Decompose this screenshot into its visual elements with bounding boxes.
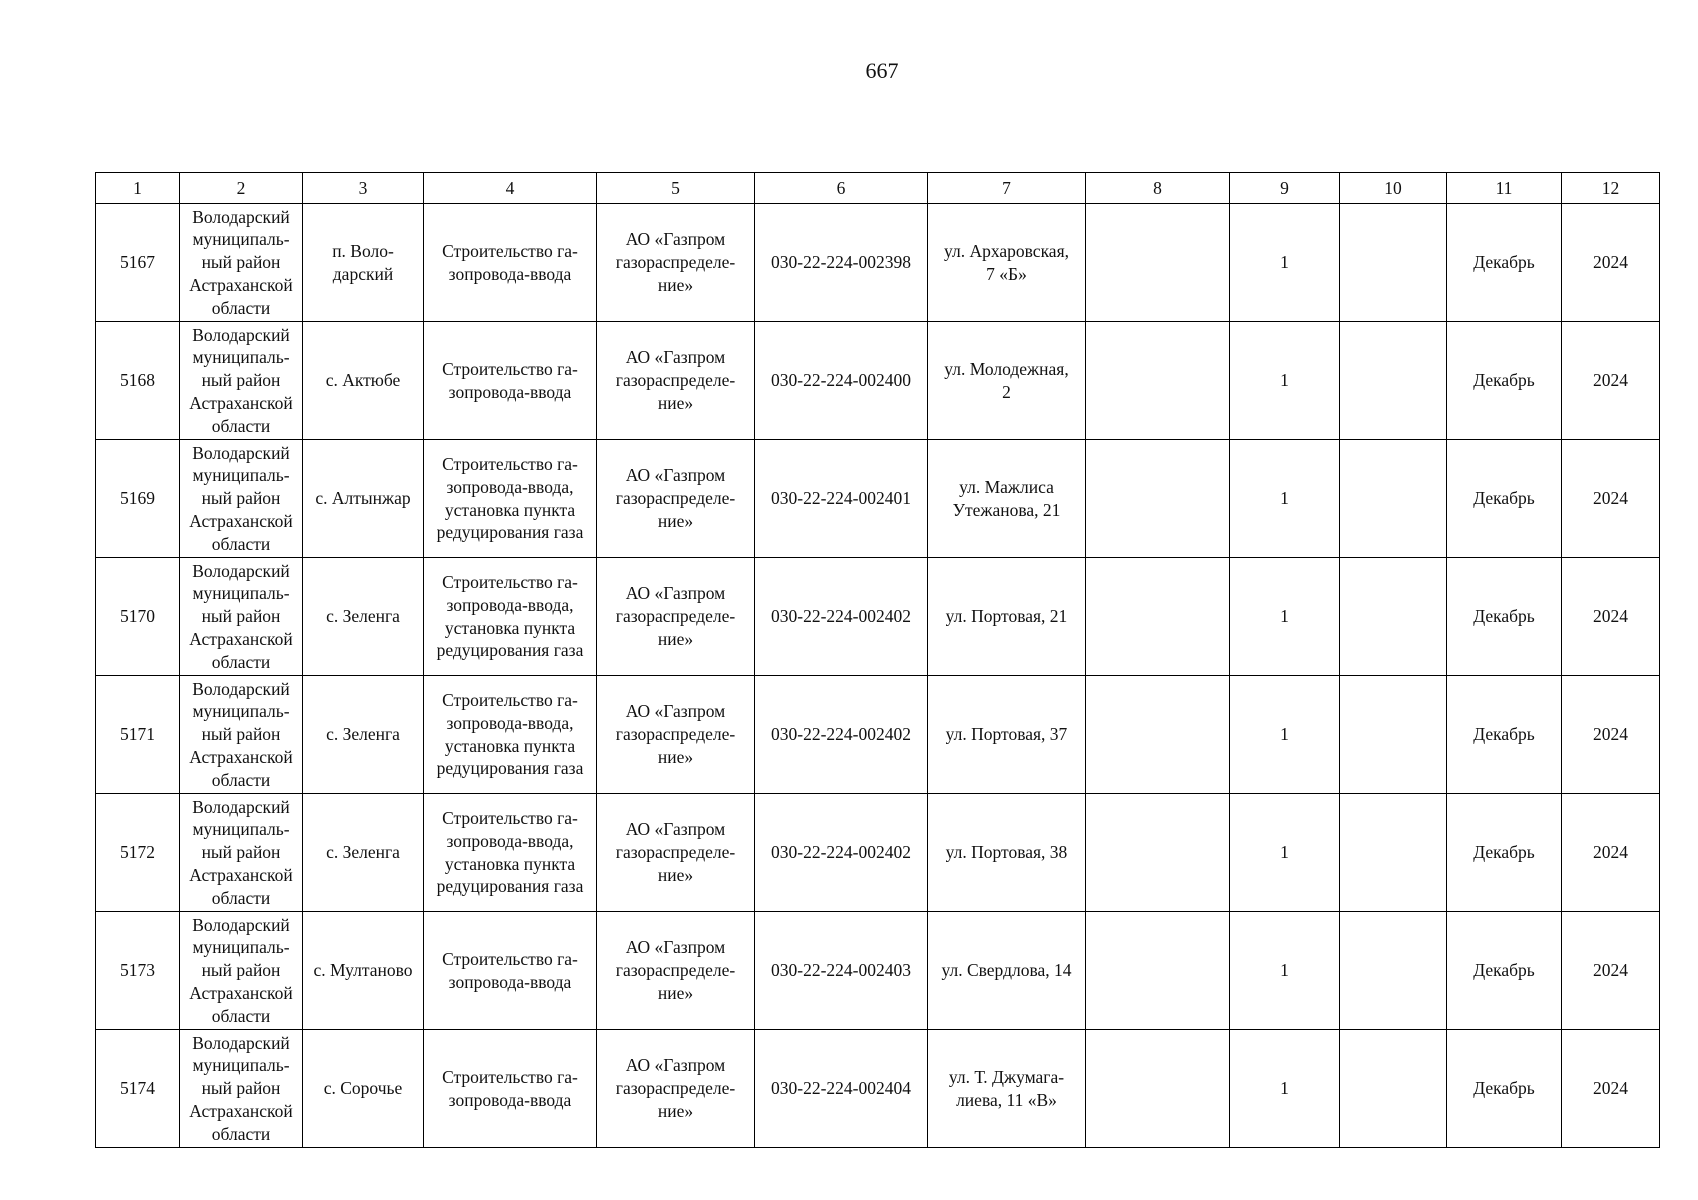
organization-cell	[597, 1030, 755, 1148]
settlement-cell	[303, 558, 424, 676]
column-8-cell	[1086, 1030, 1230, 1148]
quantity-cell	[1230, 912, 1340, 1030]
month-text: Декабрь	[1473, 488, 1535, 509]
table-row	[96, 204, 1660, 322]
district-text: Володарский муниципаль- ный район Астраханской области	[189, 324, 293, 436]
year-cell	[1562, 794, 1660, 912]
column-number-cell: 11	[1447, 173, 1562, 204]
row-number-text: 5169	[120, 488, 155, 509]
column-number-cell: 8	[1086, 173, 1230, 204]
column-8-cell	[1086, 912, 1230, 1030]
work-type-text: Строительство га- зопровода-ввода	[442, 948, 578, 992]
row-number-text: 5174	[120, 1078, 155, 1099]
address-text: ул. Т. Джумага- лиева, 11 «В»	[948, 1066, 1065, 1110]
settlement-text: с. Зеленга	[326, 842, 400, 863]
column-10-cell	[1340, 204, 1447, 322]
month-cell	[1447, 322, 1562, 440]
address-cell	[928, 676, 1086, 794]
work-type-text: Строительство га- зопровода-ввода	[442, 240, 578, 284]
address-cell	[928, 204, 1086, 322]
table-row	[96, 558, 1660, 676]
quantity-text: 1	[1280, 606, 1289, 627]
address-text: ул. Свердлова, 14	[941, 960, 1072, 981]
address-text: ул. Портовая, 37	[945, 724, 1068, 745]
column-10-cell	[1340, 440, 1447, 558]
address-cell	[928, 1030, 1086, 1148]
column-8-cell	[1086, 676, 1230, 794]
settlement-cell	[303, 912, 424, 1030]
row-number-text: 5172	[120, 842, 155, 863]
year-text: 2024	[1593, 606, 1628, 627]
month-cell	[1447, 558, 1562, 676]
organization-cell	[597, 558, 755, 676]
district-text: Володарский муниципаль- ный район Астраханской области	[189, 442, 293, 554]
month-text: Декабрь	[1473, 842, 1535, 863]
quantity-cell	[1230, 676, 1340, 794]
address-text: ул. Мажлиса Утежанова, 21	[952, 476, 1061, 520]
column-8-cell	[1086, 558, 1230, 676]
registry-number-cell	[755, 558, 928, 676]
registry-number-text: 030-22-224-002403	[771, 960, 911, 981]
quantity-cell	[1230, 794, 1340, 912]
quantity-cell	[1230, 440, 1340, 558]
district-text: Володарский муниципаль- ный район Астраханской области	[189, 206, 293, 318]
address-text: ул. Архаровская, 7 «Б»	[944, 240, 1069, 284]
row-number-text: 5171	[120, 724, 155, 745]
row-number-cell	[96, 676, 180, 794]
work-type-text: Строительство га- зопровода-ввода	[442, 1066, 578, 1110]
month-cell	[1447, 440, 1562, 558]
column-number-cell: 12	[1562, 173, 1660, 204]
organization-text: АО «Газпром газораспределе- ние»	[615, 1055, 736, 1121]
settlement-cell	[303, 1030, 424, 1148]
month-cell	[1447, 1030, 1562, 1148]
district-cell	[180, 676, 303, 794]
table-row	[96, 322, 1660, 440]
registry-number-cell	[755, 912, 928, 1030]
year-cell	[1562, 1030, 1660, 1148]
row-number-cell	[96, 794, 180, 912]
year-cell	[1562, 204, 1660, 322]
settlement-text: с. Мултаново	[313, 960, 413, 981]
month-text: Декабрь	[1473, 960, 1535, 981]
settlement-cell	[303, 322, 424, 440]
quantity-cell	[1230, 322, 1340, 440]
address-text: ул. Молодежная, 2	[944, 358, 1069, 402]
column-number-cell: 1	[96, 173, 180, 204]
table-row	[96, 676, 1660, 794]
settlement-text: п. Воло- дарский	[332, 240, 394, 284]
district-text: Володарский муниципаль- ный район Астраханской области	[189, 796, 293, 908]
organization-cell	[597, 912, 755, 1030]
column-number-cell: 7	[928, 173, 1086, 204]
settlement-text: с. Сорочье	[323, 1078, 403, 1099]
organization-text: АО «Газпром газораспределе- ние»	[615, 465, 736, 531]
address-text: ул. Портовая, 38	[945, 842, 1068, 863]
row-number-cell	[96, 1030, 180, 1148]
work-type-cell	[424, 440, 597, 558]
column-number-cell: 2	[180, 173, 303, 204]
row-number-cell	[96, 440, 180, 558]
work-type-text: Строительство га- зопровода-ввода, установка пункта редуцирования газа	[436, 808, 584, 897]
registry-number-text: 030-22-224-002402	[771, 724, 911, 745]
organization-text: АО «Газпром газораспределе- ние»	[615, 701, 736, 767]
month-cell	[1447, 204, 1562, 322]
registry-number-text: 030-22-224-002401	[771, 488, 911, 509]
quantity-text: 1	[1280, 960, 1289, 981]
row-number-text: 5170	[120, 606, 155, 627]
work-type-cell	[424, 676, 597, 794]
registry-number-text: 030-22-224-002404	[771, 1078, 911, 1099]
organization-text: АО «Газпром газораспределе- ние»	[615, 347, 736, 413]
column-10-cell	[1340, 1030, 1447, 1148]
column-number-cell: 9	[1230, 173, 1340, 204]
registry-number-cell	[755, 794, 928, 912]
district-text: Володарский муниципаль- ный район Астраханской области	[189, 914, 293, 1026]
settlement-text: с. Зеленга	[326, 724, 400, 745]
organization-cell	[597, 676, 755, 794]
registry-number-text: 030-22-224-002402	[771, 606, 911, 627]
quantity-text: 1	[1280, 1078, 1289, 1099]
district-text: Володарский муниципаль- ный район Астраханской области	[189, 560, 293, 672]
work-type-text: Строительство га- зопровода-ввода, установка пункта редуцирования газа	[436, 572, 584, 661]
data-table	[95, 172, 1660, 1148]
quantity-text: 1	[1280, 488, 1289, 509]
district-cell	[180, 558, 303, 676]
district-text: Володарский муниципаль- ный район Астраханской области	[189, 1032, 293, 1144]
quantity-text: 1	[1280, 724, 1289, 745]
registry-number-text: 030-22-224-002400	[771, 370, 911, 391]
month-text: Декабрь	[1473, 1078, 1535, 1099]
work-type-cell	[424, 558, 597, 676]
table-row	[96, 912, 1660, 1030]
district-cell	[180, 440, 303, 558]
column-8-cell	[1086, 322, 1230, 440]
column-number-row	[96, 173, 1660, 204]
row-number-cell	[96, 204, 180, 322]
work-type-cell	[424, 322, 597, 440]
organization-cell	[597, 322, 755, 440]
settlement-cell	[303, 440, 424, 558]
settlement-text: с. Зеленга	[326, 606, 400, 627]
column-number-cell: 3	[303, 173, 424, 204]
district-cell	[180, 322, 303, 440]
column-8-cell	[1086, 440, 1230, 558]
year-text: 2024	[1593, 488, 1628, 509]
column-8-cell	[1086, 794, 1230, 912]
organization-cell	[597, 794, 755, 912]
district-cell	[180, 204, 303, 322]
district-text: Володарский муниципаль- ный район Астраханской области	[189, 678, 293, 790]
row-number-text: 5168	[120, 370, 155, 391]
quantity-cell	[1230, 558, 1340, 676]
year-cell	[1562, 558, 1660, 676]
work-type-text: Строительство га- зопровода-ввода	[442, 358, 578, 402]
district-cell	[180, 912, 303, 1030]
column-10-cell	[1340, 322, 1447, 440]
month-text: Декабрь	[1473, 606, 1535, 627]
registry-number-cell	[755, 440, 928, 558]
month-cell	[1447, 912, 1562, 1030]
year-text: 2024	[1593, 1078, 1628, 1099]
column-number-cell: 4	[424, 173, 597, 204]
district-cell	[180, 1030, 303, 1148]
month-text: Декабрь	[1473, 252, 1535, 273]
address-text: ул. Портовая, 21	[945, 606, 1068, 627]
column-number-cell: 10	[1340, 173, 1447, 204]
settlement-text: с. Актюбе	[325, 370, 401, 391]
work-type-cell	[424, 794, 597, 912]
registry-number-text: 030-22-224-002402	[771, 842, 911, 863]
settlement-cell	[303, 676, 424, 794]
table-row	[96, 794, 1660, 912]
month-cell	[1447, 676, 1562, 794]
registry-number-cell	[755, 1030, 928, 1148]
year-text: 2024	[1593, 842, 1628, 863]
column-10-cell	[1340, 676, 1447, 794]
row-number-cell	[96, 912, 180, 1030]
year-text: 2024	[1593, 252, 1628, 273]
column-10-cell	[1340, 558, 1447, 676]
work-type-text: Строительство га- зопровода-ввода, установка пункта редуцирования газа	[436, 454, 584, 543]
address-cell	[928, 440, 1086, 558]
year-text: 2024	[1593, 370, 1628, 391]
year-cell	[1562, 912, 1660, 1030]
quantity-text: 1	[1280, 370, 1289, 391]
column-10-cell	[1340, 794, 1447, 912]
district-cell	[180, 794, 303, 912]
column-8-cell	[1086, 204, 1230, 322]
quantity-cell	[1230, 1030, 1340, 1148]
registry-number-text: 030-22-224-002398	[771, 252, 911, 273]
row-number-cell	[96, 322, 180, 440]
row-number-text: 5173	[120, 960, 155, 981]
registry-number-cell	[755, 676, 928, 794]
organization-cell	[597, 204, 755, 322]
page-number: 667	[865, 58, 899, 83]
table-body	[96, 173, 1660, 1148]
work-type-text: Строительство га- зопровода-ввода, установка пункта редуцирования газа	[436, 690, 584, 779]
year-cell	[1562, 440, 1660, 558]
column-number-cell: 5	[597, 173, 755, 204]
work-type-cell	[424, 204, 597, 322]
column-10-cell	[1340, 912, 1447, 1030]
table-row	[96, 440, 1660, 558]
quantity-cell	[1230, 204, 1340, 322]
quantity-text: 1	[1280, 252, 1289, 273]
work-type-cell	[424, 1030, 597, 1148]
row-number-text: 5167	[120, 252, 155, 273]
year-cell	[1562, 676, 1660, 794]
work-type-cell	[424, 912, 597, 1030]
year-cell	[1562, 322, 1660, 440]
quantity-text: 1	[1280, 842, 1289, 863]
year-text: 2024	[1593, 724, 1628, 745]
column-number-cell: 6	[755, 173, 928, 204]
year-text: 2024	[1593, 960, 1628, 981]
organization-text: АО «Газпром газораспределе- ние»	[615, 583, 736, 649]
registry-number-cell	[755, 204, 928, 322]
registry-number-cell	[755, 322, 928, 440]
month-cell	[1447, 794, 1562, 912]
address-cell	[928, 794, 1086, 912]
organization-cell	[597, 440, 755, 558]
organization-text: АО «Газпром газораспределе- ние»	[615, 229, 736, 295]
month-text: Декабрь	[1473, 724, 1535, 745]
month-text: Декабрь	[1473, 370, 1535, 391]
address-cell	[928, 322, 1086, 440]
organization-text: АО «Газпром газораспределе- ние»	[615, 819, 736, 885]
organization-text: АО «Газпром газораспределе- ние»	[615, 937, 736, 1003]
settlement-cell	[303, 794, 424, 912]
address-cell	[928, 558, 1086, 676]
row-number-cell	[96, 558, 180, 676]
table-row	[96, 1030, 1660, 1148]
settlement-cell	[303, 204, 424, 322]
settlement-text: с. Алтынжар	[315, 488, 411, 509]
address-cell	[928, 912, 1086, 1030]
